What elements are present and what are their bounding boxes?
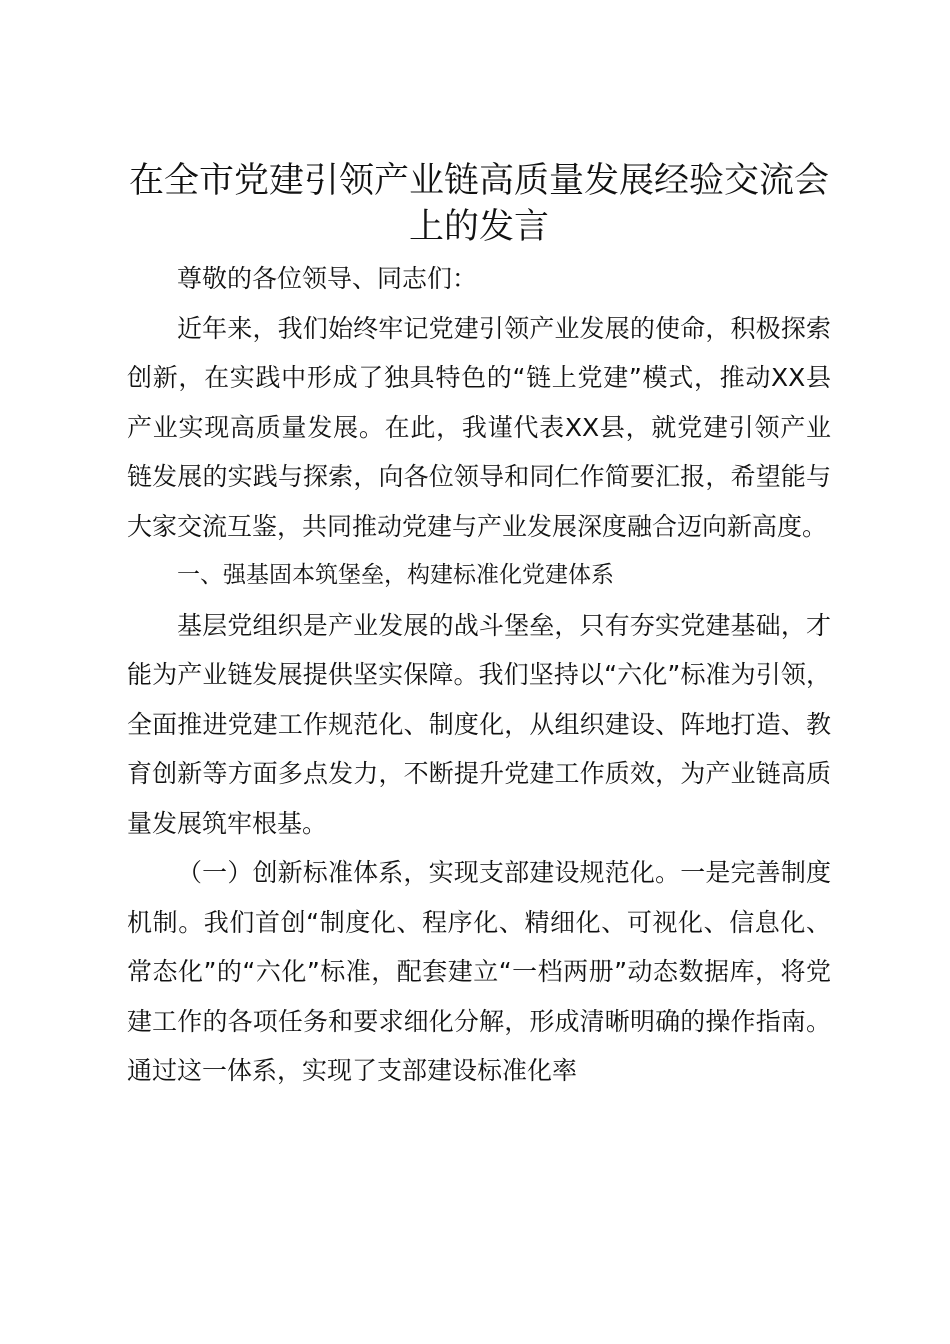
document-body: [127, 158, 831, 1096]
body-paragraph: 基层党组织是产业发展的战斗堡垒，只有夯实党建基础，才能为产业链发展提供坚实保障。我们坚持以“六化”标准为引领，全面推进党建工作规范化、制度化，从组织建设、阵地打造、教育创新等方面多点发力，不断提升党建工作质效，为产业链高质量发展筑牢根基。: [127, 610, 831, 838]
document-title: 在全市党建引领产业链高质量发展经验交流会上的发言: [128, 161, 829, 247]
body-paragraph: （一）创新标准体系，实现支部建设规范化。一是完善制度机制。我们首创“制度化、程序化、精细化、可视化、信息化、常态化”的“六化”标准，配套建立“一档两册”动态数据库，将党建工作的各项任务和要求细化分解，形成清晰明确的操作指南。通过这一体系，实现了支部建设标准化率: [127, 858, 831, 1085]
section-heading: 一、强基固本筑堡垒，构建标准化党建体系: [177, 562, 614, 588]
salutation: 尊敬的各位领导、同志们：: [177, 264, 478, 293]
intro-paragraph: 近年来，我们始终牢记党建引领产业发展的使命，积极探索创新，在实践中形成了独具特色的“链上党建”模式，推动XX县产业实现高质量发展。在此，我谨代表XX县，就党建引领产业链发展的实践与探索，向各位领导和同仁作简要汇报，希望能与大家交流互鉴，共同推动党建与产业发展深度融合迈向新高度。: [127, 313, 831, 541]
